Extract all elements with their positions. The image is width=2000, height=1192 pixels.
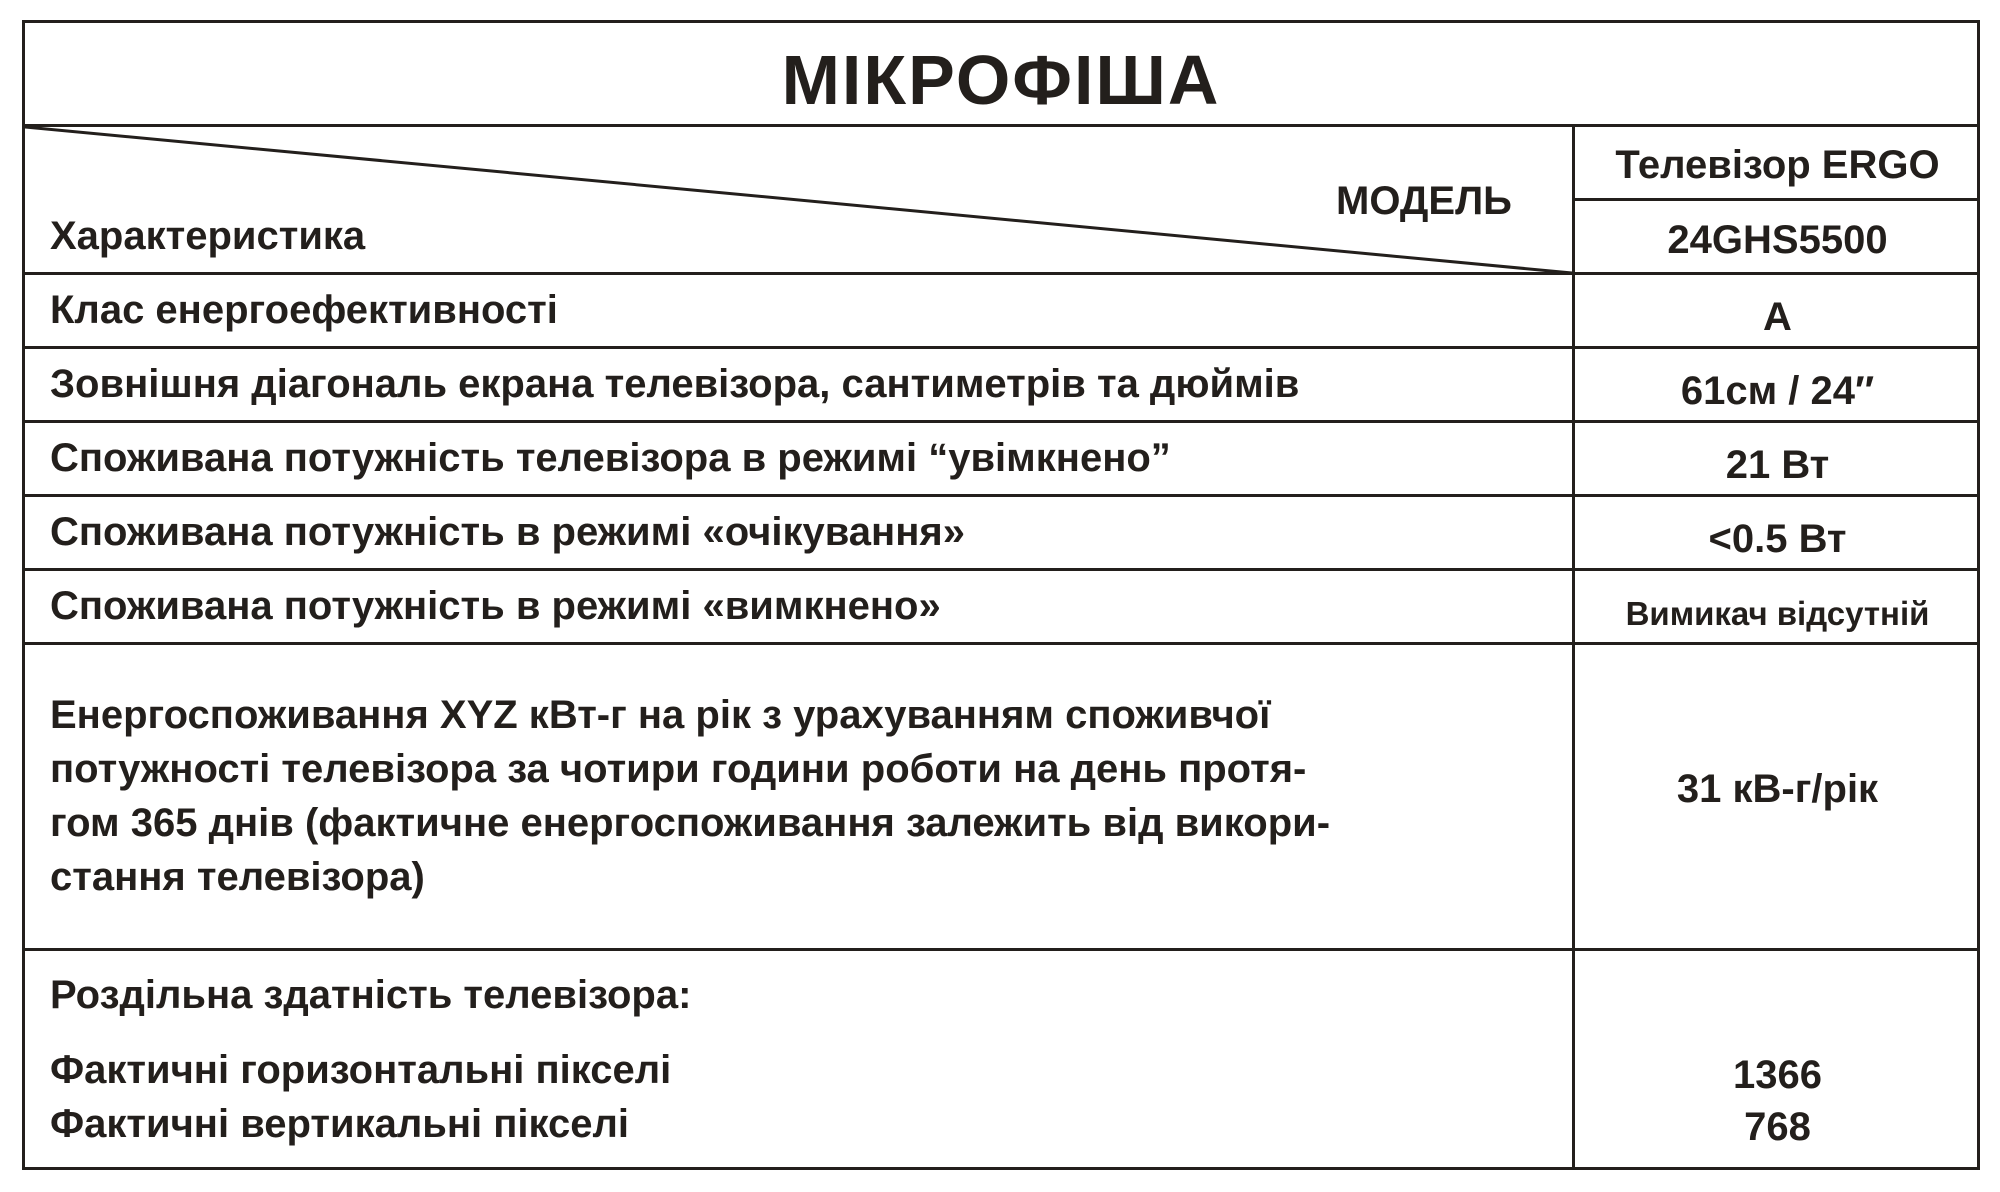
vertical-pixels-label: Фактичні вертикальні пікселі — [50, 1102, 630, 1146]
vertical-pixels-value: 768 — [1744, 1105, 1811, 1149]
energy-text-line: стання телевізора) — [50, 855, 425, 899]
row-value-power-on: 21 Вт — [1725, 443, 1830, 487]
energy-text-line: потужності телевізора за чотири години роботи на день протя- — [50, 747, 1307, 791]
horizontal-pixels-value: 1366 — [1733, 1053, 1822, 1097]
resolution-heading: Роздільна здатність телевізора: — [50, 973, 692, 1017]
model-name: Телевізор ERGO — [1615, 143, 1940, 187]
energy-text-line: гом 365 днів (фактичне енергоспоживання залежить від викори- — [50, 801, 1331, 845]
header-row-label: Характеристика — [50, 214, 366, 258]
header-column-label: МОДЕЛЬ — [1336, 179, 1512, 223]
microfiche-table — [22, 20, 1980, 1170]
row-label-power-on: Споживана потужність телевізора в режимі “увімкнено” — [50, 436, 1171, 480]
row-value-energy-class: A — [1763, 295, 1792, 339]
row-value-off-mode: Вимикач відсутній — [1625, 595, 1930, 632]
row-label-diagonal: Зовнішня діагональ екрана телевізора, сантиметрів та дюймів — [50, 362, 1300, 406]
row-label-energy-class: Клас енергоефективності — [50, 288, 558, 332]
row-value-diagonal: 61см / 24″ — [1680, 369, 1875, 413]
energy-value: 31 кВ-г/рік — [1676, 767, 1879, 811]
page-title: МІКРОФІША — [781, 41, 1221, 119]
row-label-off-mode: Споживана потужність в режимі «вимкнено» — [50, 584, 941, 628]
energy-text-line: Енергоспоживання XYZ кВт-г на рік з урахуванням споживчої — [50, 693, 1271, 737]
row-value-standby: <0.5 Вт — [1708, 517, 1847, 561]
horizontal-pixels-label: Фактичні горизонтальні пікселі — [50, 1048, 672, 1092]
model-number: 24GHS5500 — [1667, 218, 1888, 262]
row-label-standby: Споживана потужність в режимі «очікування» — [50, 510, 965, 554]
